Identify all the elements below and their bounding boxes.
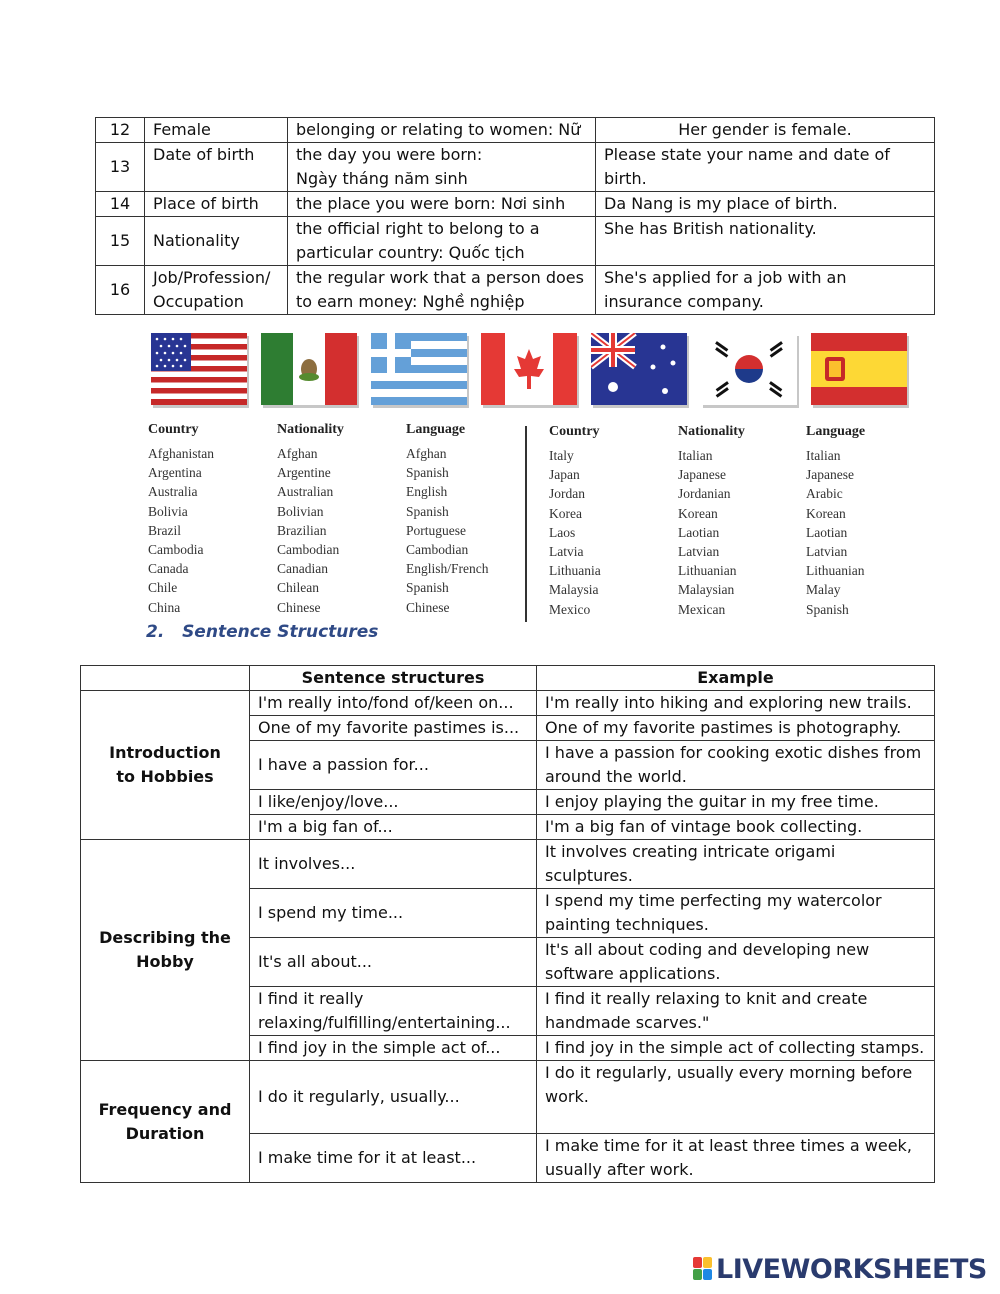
list-item: Jordan bbox=[549, 486, 585, 502]
list-item: Australian bbox=[277, 484, 334, 500]
list-item: China bbox=[148, 599, 181, 615]
list-item: Lithuania bbox=[549, 563, 601, 579]
vocab-number: 16 bbox=[96, 266, 145, 315]
table-row bbox=[81, 691, 935, 716]
list-item: Cambodian bbox=[277, 541, 340, 557]
list-item: Korean bbox=[678, 505, 718, 521]
list-item: Lithuanian bbox=[806, 563, 865, 579]
vocab-definition bbox=[288, 192, 596, 217]
structure-cell bbox=[250, 1036, 537, 1061]
structure-line: I make time for it at least... bbox=[258, 1148, 477, 1167]
example-line: birth. bbox=[604, 169, 647, 188]
column-header: Country bbox=[549, 424, 600, 439]
column-header: Language bbox=[806, 424, 866, 439]
section-number: 2. bbox=[146, 622, 165, 642]
structure-line: I do it regularly, usually... bbox=[258, 1087, 460, 1106]
blank-header bbox=[81, 666, 250, 691]
example-line: One of my favorite pastimes is photography. bbox=[545, 718, 902, 737]
structure-line: One of my favorite pastimes is... bbox=[258, 718, 520, 737]
list-item: Japanese bbox=[678, 467, 726, 483]
example-line: insurance company. bbox=[604, 292, 764, 311]
list-item: Chilean bbox=[277, 580, 319, 596]
structure-cell bbox=[250, 691, 537, 716]
left-nationality-column bbox=[277, 422, 397, 617]
vocabulary-table bbox=[95, 117, 935, 315]
category-cell bbox=[81, 691, 250, 840]
list-item: Italian bbox=[678, 448, 713, 463]
example-line: I have a passion for cooking exotic dishes from bbox=[545, 743, 922, 762]
list-item: Cambodian bbox=[406, 541, 469, 557]
example-line: Please state your name and date of bbox=[604, 145, 890, 164]
vocab-definition bbox=[288, 266, 596, 315]
example-line: Da Nang is my place of birth. bbox=[604, 194, 838, 213]
list-item: Portuguese bbox=[406, 522, 466, 538]
example-line: I make time for it at least three times a week, bbox=[545, 1136, 912, 1155]
structure-cell bbox=[250, 987, 537, 1036]
list-item: Arabic bbox=[806, 486, 843, 502]
structure-cell bbox=[250, 815, 537, 840]
list-item: Argentine bbox=[277, 465, 331, 481]
header-row bbox=[81, 666, 935, 691]
example-line: I spend my time perfecting my watercolor bbox=[545, 891, 882, 910]
right-nationality-column bbox=[678, 424, 798, 619]
example-line: It's all about coding and developing new bbox=[545, 940, 870, 959]
list-item: Malay bbox=[806, 582, 841, 598]
structure-cell bbox=[250, 741, 537, 790]
list-item: Japanese bbox=[806, 467, 854, 483]
definition-line: the regular work that a person does bbox=[296, 268, 584, 287]
list-item: Japan bbox=[549, 467, 580, 483]
vocab-word: Nationality bbox=[145, 217, 288, 266]
example-cell bbox=[537, 790, 935, 815]
structure-line: relaxing/fulfilling/entertaining... bbox=[258, 1013, 511, 1032]
liveworksheets-logo bbox=[693, 1254, 987, 1284]
example-line: I'm really into hiking and exploring new trails. bbox=[545, 693, 912, 712]
category-line: Frequency and bbox=[98, 1099, 232, 1119]
list-item: Australia bbox=[148, 484, 198, 500]
south-korea-flag bbox=[701, 333, 797, 405]
list-item: Afghan bbox=[277, 446, 318, 461]
column-header: Language bbox=[406, 422, 466, 437]
list-item: Cambodia bbox=[148, 541, 204, 557]
canada-flag bbox=[481, 333, 577, 405]
example-line: usually after work. bbox=[545, 1160, 694, 1179]
definition-line: particular country: Quốc tịch bbox=[296, 243, 525, 262]
vocab-example bbox=[596, 192, 935, 217]
australia-flag bbox=[591, 333, 687, 405]
list-item: Brazilian bbox=[277, 522, 327, 538]
greece-flag bbox=[371, 333, 467, 405]
example-cell bbox=[537, 741, 935, 790]
list-item: Korea bbox=[549, 505, 582, 521]
structure-line: I'm really into/fond of/keen on... bbox=[258, 693, 514, 712]
vocab-row bbox=[96, 217, 935, 266]
logo-icon bbox=[693, 1257, 713, 1281]
example-cell bbox=[537, 889, 935, 938]
example-line: It involves creating intricate origami sculptures. bbox=[545, 842, 836, 885]
example-line: She's applied for a job with an bbox=[604, 268, 847, 287]
structure-cell bbox=[250, 1134, 537, 1183]
example-cell bbox=[537, 1061, 935, 1134]
example-cell bbox=[537, 1036, 935, 1061]
list-item: Lithuanian bbox=[678, 563, 737, 579]
example-line: work. bbox=[545, 1087, 589, 1106]
column-header: Country bbox=[148, 422, 199, 437]
definition-line: the official right to belong to a bbox=[296, 219, 540, 238]
list-item: Korean bbox=[806, 505, 846, 521]
definition-line: Ngày tháng năm sinh bbox=[296, 169, 468, 188]
structure-header: Sentence structures bbox=[250, 666, 537, 691]
structure-line: I find it really bbox=[258, 989, 364, 1008]
list-item: Spanish bbox=[406, 580, 449, 596]
example-line: I enjoy playing the guitar in my free time. bbox=[545, 792, 879, 811]
definition-line: the day you were born: bbox=[296, 145, 483, 164]
category-line: to Hobbies bbox=[116, 767, 214, 786]
vocab-definition bbox=[288, 118, 596, 143]
vocab-word: Place of birth bbox=[145, 192, 288, 217]
example-cell bbox=[537, 716, 935, 741]
flags-row bbox=[148, 333, 908, 409]
vocab-definition bbox=[288, 143, 596, 192]
category-cell bbox=[81, 840, 250, 1061]
table-row bbox=[81, 1061, 935, 1134]
example-line: around the world. bbox=[545, 767, 687, 786]
list-item: Malaysia bbox=[549, 582, 599, 598]
column-header: Nationality bbox=[678, 424, 745, 439]
list-item: Malaysian bbox=[678, 582, 735, 598]
structure-line: I spend my time... bbox=[258, 903, 404, 922]
example-cell bbox=[537, 987, 935, 1036]
list-item: Spanish bbox=[806, 601, 849, 617]
list-item: Mexico bbox=[549, 601, 591, 617]
list-item: Latvian bbox=[806, 543, 848, 559]
structure-cell bbox=[250, 889, 537, 938]
list-item: Jordanian bbox=[678, 486, 731, 502]
example-line: painting techniques. bbox=[545, 915, 709, 934]
category-line: Describing the bbox=[99, 928, 231, 947]
structure-cell bbox=[250, 790, 537, 815]
list-item: Bolivian bbox=[277, 503, 324, 519]
example-line: software applications. bbox=[545, 964, 721, 983]
list-item: Canada bbox=[148, 561, 189, 577]
list-item: Canadian bbox=[277, 561, 328, 577]
structure-cell bbox=[250, 840, 537, 889]
vocab-number: 13 bbox=[96, 143, 145, 192]
category-line: Duration bbox=[125, 1123, 205, 1143]
list-item: Laos bbox=[549, 524, 576, 540]
sentence-structures-table bbox=[80, 665, 935, 1183]
structure-line: I have a passion for... bbox=[258, 755, 429, 774]
example-cell bbox=[537, 938, 935, 987]
list-item: Italy bbox=[549, 448, 574, 463]
list-item: Chile bbox=[148, 580, 178, 596]
example-cell bbox=[537, 840, 935, 889]
structure-cell bbox=[250, 716, 537, 741]
list-item: Spanish bbox=[406, 503, 449, 519]
example-line: Her gender is female. bbox=[678, 120, 852, 139]
definition-line: the place you were born: Nơi sinh bbox=[296, 194, 566, 213]
structure-line: It's all about... bbox=[258, 952, 373, 971]
spain-flag bbox=[811, 333, 907, 405]
example-line: She has British nationality. bbox=[604, 219, 817, 238]
vocab-example bbox=[596, 143, 935, 192]
list-item: English/French bbox=[406, 561, 489, 577]
example-line: I find it really relaxing to knit and create bbox=[545, 989, 868, 1008]
mexico-flag bbox=[261, 333, 357, 405]
usa-flag bbox=[151, 333, 247, 405]
list-item: English bbox=[406, 484, 448, 500]
vocab-example bbox=[596, 217, 935, 266]
section-title: Sentence Structures bbox=[182, 622, 379, 642]
structure-line: I like/enjoy/love... bbox=[258, 792, 399, 811]
list-item: Chinese bbox=[406, 599, 450, 615]
vocab-word bbox=[145, 266, 288, 315]
example-cell bbox=[537, 815, 935, 840]
list-item: Italian bbox=[806, 448, 841, 463]
right-language-column bbox=[806, 424, 926, 619]
example-line: handmade scarves." bbox=[545, 1013, 710, 1032]
definition-line: belonging or relating to women: Nữ bbox=[296, 120, 581, 139]
vocab-word: Date of birth bbox=[145, 143, 288, 192]
vocab-number: 14 bbox=[96, 192, 145, 217]
vocab-word-line: Job/Profession/ bbox=[153, 268, 271, 287]
vocab-number: 12 bbox=[96, 118, 145, 143]
list-item: Latvia bbox=[549, 543, 584, 559]
column-divider bbox=[525, 426, 527, 622]
list-item: Spanish bbox=[406, 465, 449, 481]
vocab-definition bbox=[288, 217, 596, 266]
left-country-column bbox=[148, 422, 268, 617]
vocab-row bbox=[96, 143, 935, 192]
section-heading bbox=[146, 622, 378, 642]
vocab-number: 15 bbox=[96, 217, 145, 266]
example-cell bbox=[537, 691, 935, 716]
list-item: Laotian bbox=[806, 524, 848, 540]
column-header: Nationality bbox=[277, 422, 344, 437]
left-language-column bbox=[406, 422, 526, 617]
structure-cell bbox=[250, 1061, 537, 1134]
structure-line: I find joy in the simple act of... bbox=[258, 1038, 501, 1057]
vocab-example bbox=[596, 118, 935, 143]
category-line: Hobby bbox=[136, 952, 194, 971]
country-nationality-language-list bbox=[148, 422, 908, 622]
vocab-row bbox=[96, 118, 935, 143]
list-item: Latvian bbox=[678, 543, 720, 559]
table-row bbox=[81, 840, 935, 889]
vocab-example bbox=[596, 266, 935, 315]
category-cell bbox=[81, 1061, 250, 1183]
logo-text: LIVEWORKSHEETS bbox=[716, 1253, 987, 1285]
structure-line: I'm a big fan of... bbox=[258, 817, 393, 836]
structure-line: It involves... bbox=[258, 854, 356, 873]
category-line: Introduction bbox=[109, 743, 221, 762]
list-item: Afghanistan bbox=[148, 446, 214, 461]
example-line: I'm a big fan of vintage book collecting. bbox=[545, 817, 863, 836]
list-item: Laotian bbox=[678, 524, 720, 540]
list-item: Argentina bbox=[148, 465, 202, 481]
example-header: Example bbox=[537, 666, 935, 691]
example-line: I find joy in the simple act of collecting stamps. bbox=[545, 1038, 925, 1057]
list-item: Brazil bbox=[148, 522, 181, 538]
vocab-word: Female bbox=[145, 118, 288, 143]
vocab-row bbox=[96, 266, 935, 315]
example-cell bbox=[537, 1134, 935, 1183]
vocab-row bbox=[96, 192, 935, 217]
list-item: Chinese bbox=[277, 599, 321, 615]
right-country-column bbox=[549, 424, 669, 619]
vocab-word-line: Occupation bbox=[153, 292, 244, 311]
list-item: Bolivia bbox=[148, 503, 188, 519]
list-item: Mexican bbox=[678, 601, 726, 617]
example-line: I do it regularly, usually every morning before bbox=[545, 1063, 913, 1082]
definition-line: to earn money: Nghề nghiệp bbox=[296, 292, 525, 311]
structure-cell bbox=[250, 938, 537, 987]
list-item: Afghan bbox=[406, 446, 447, 461]
